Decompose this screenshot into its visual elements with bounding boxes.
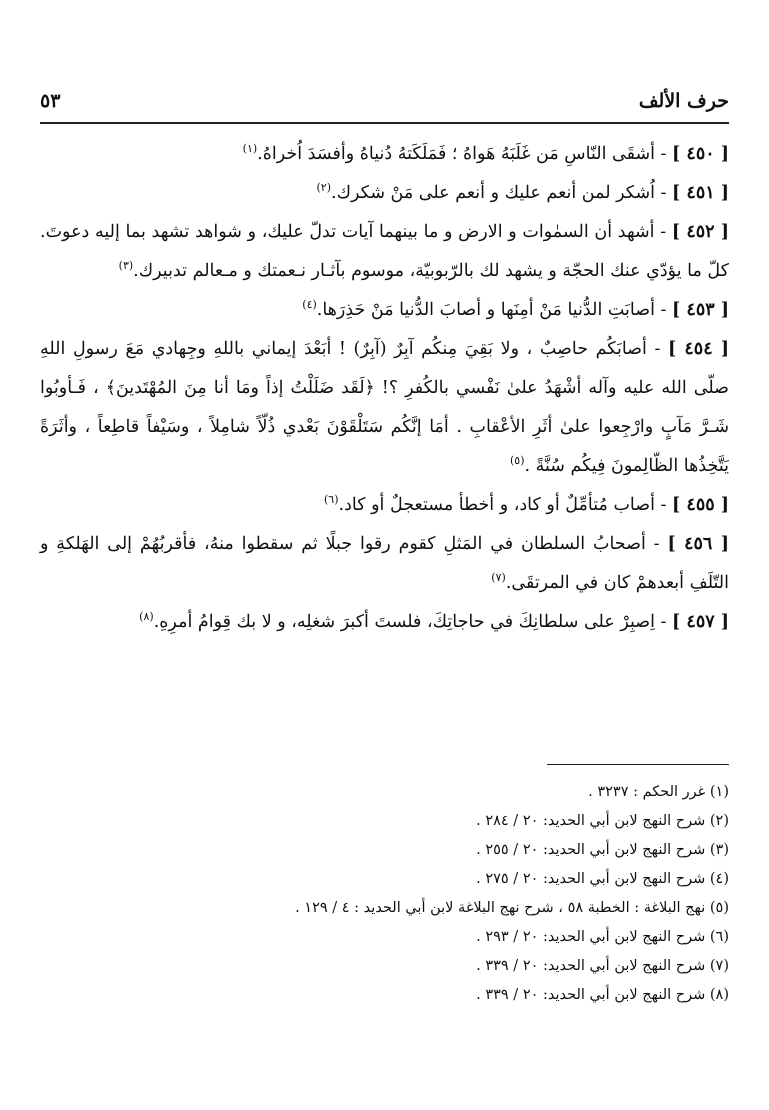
saying-452	[40, 213, 729, 291]
sayings-list	[40, 135, 729, 642]
footnote-marker: (٥)	[509, 454, 525, 468]
footnote-7: (٧) شرح النهج لابن أبي الحديد: ٢٠ / ٣٣٩ .	[476, 958, 729, 974]
footnote-2: (٢) شرح النهج لابن أبي الحديد: ٢٠ / ٢٨٤ .	[476, 813, 729, 829]
saying-457	[40, 603, 729, 642]
saying-number: [ ٤٥٦ ]	[667, 534, 729, 554]
saying-number: [ ٤٥٧ ]	[672, 612, 729, 632]
footnote-marker: (٨)	[139, 610, 154, 624]
footnote-marker: (٢)	[316, 181, 332, 195]
saying-text: - أشهد أن السمٰوات و الارض و ما بينهما آيات تدلّ عليك، و شواهد تشهد بما إليه دعوتَ. كلّ ما يؤدّي عنك الحجّة و يشهد لك بالرّبوبيّة، موسوم بآثـار نـعمتك و مـعالم تدبيرك.	[40, 222, 729, 281]
page-header	[40, 86, 729, 116]
saying-451	[40, 174, 729, 213]
saying-number: [ ٤٥٤ ]	[667, 339, 729, 359]
saying-text: - أصابَكُم حاصِبٌ ، ولا بَقِيَ مِنكُم آبِرٌ (آبِرٌ) ! أبَعْدَ إيماني باللهِ وجِهادي مَعَ رسولِ اللهِ صلّى الله عليه وآله أشْهَدُ علىٰ نَفْسي بالكُفرِ ؟! ﴿لَقَد ضَلَلْتُ إذاً ومَا أنا مِنَ المُهْتَدينَ﴾ ، فَـأوبُوا شَـرَّ مَآبٍ وارْجِعوا علىٰ أثَرِ الأعْقابِ . أمَا إنَّكُم سَتَلْقَوْنَ بَعْدي ذُلّاً شامِلاً ، وسَيْفاً قاطِعاً ، وأثَرَةً يَتَّخِذُها الظّالِمونَ فِيكُم سُنَّةً .	[40, 339, 729, 476]
saying-450	[40, 135, 729, 174]
saying-text: - اُشكر لمن أنعم عليك و أنعم على مَنْ شكرك.	[331, 183, 667, 203]
saying-number: [ ٤٥٣ ]	[672, 300, 729, 320]
footnote-6: (٦) شرح النهج لابن أبي الحديد: ٢٠ / ٢٩٣ .	[476, 929, 729, 945]
header-rule	[40, 122, 729, 124]
saying-text: - أصابَتِ الدُّنيا مَنْ أمِنَها و أصابَ الدُّنيا مَنْ حَذِرَها.	[316, 300, 667, 320]
saying-number: [ ٤٥٠ ]	[672, 144, 729, 164]
footnote-separator	[547, 764, 729, 765]
saying-453	[40, 291, 729, 330]
footnote-8: (٨) شرح النهج لابن أبي الحديد: ٢٠ / ٣٣٩ .	[476, 987, 729, 1003]
saying-text: - أصاب مُتأمِّلٌ أو كاد، و أخطأ مستعجلٌ أو كاد.	[338, 495, 667, 515]
saying-number: [ ٤٥١ ]	[672, 183, 729, 203]
footnote-marker: (١)	[242, 142, 258, 156]
footnote-1: (١) غرر الحكم : ٣٢٣٧ .	[588, 784, 729, 800]
footnote-3: (٣) شرح النهج لابن أبي الحديد: ٢٠ / ٢٥٥ .	[476, 842, 729, 858]
saying-454	[40, 330, 729, 486]
saying-number: [ ٤٥٥ ]	[672, 495, 729, 515]
footnote-4: (٤) شرح النهج لابن أبي الحديد: ٢٠ / ٢٧٥ .	[476, 871, 729, 887]
saying-text: - أصحابُ السلطان في المَثلِ كقوم رقوا جبلًا ثم سقطوا منهُ، فأقربُهُمْ إلى الهَلكةِ و التّلَفِ أبعدهمْ كان في المرتقَى.	[40, 534, 729, 593]
saying-456	[40, 525, 729, 603]
footnotes	[40, 778, 729, 1010]
footnote-marker: (٦)	[324, 493, 339, 507]
saying-text: - اِصبِرْ على سلطانِكَ في حاجاتِكَ، فلستَ أكبرَ شغلِه، و لا بك قِوامُ أمرِهِ.	[153, 612, 667, 632]
footnote-marker: (٤)	[302, 298, 317, 312]
page-number: ٥٣	[40, 90, 61, 112]
saying-number: [ ٤٥٢ ]	[671, 222, 730, 242]
running-head: حرف الألف	[638, 90, 729, 112]
saying-text: - أشقَى النّاسِ مَن غَلَبَهُ هَواهُ ؛ فَمَلَكَتهُ دُنياهُ وأفسَدَ اُخراهُ.	[257, 144, 667, 164]
footnote-5: (٥) نهج البلاغة : الخطبة ٥٨ ، شرح نهج البلاغة لابن أبي الحديد : ٤ / ١٢٩ .	[295, 900, 729, 916]
footnote-marker: (٣)	[118, 259, 134, 273]
saying-455	[40, 486, 729, 525]
footnote-marker: (٧)	[491, 571, 506, 585]
